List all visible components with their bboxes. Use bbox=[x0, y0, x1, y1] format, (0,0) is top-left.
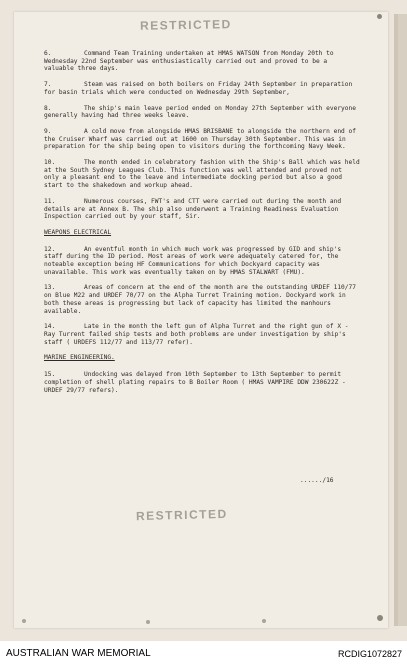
paragraph bbox=[44, 246, 360, 277]
paragraph bbox=[44, 105, 360, 120]
paragraph-number: 11. bbox=[44, 197, 56, 205]
paragraph-text: A cold move from alongside HMAS BRISBANE to alongside the northern end of the Cruiser Wharf was carried out at 1600 on Thursday 30th September. This was in preparation for the ship being open to visitors during the forthcoming Navy Week. bbox=[44, 127, 356, 151]
paragraph bbox=[44, 284, 360, 315]
speck-mid bbox=[146, 620, 150, 624]
heading-marine-engineering: MARINE ENGINEERING. bbox=[44, 354, 115, 362]
paragraph bbox=[44, 128, 360, 151]
paragraph-number: 8. bbox=[44, 104, 52, 112]
speck-left bbox=[22, 619, 26, 623]
restricted-stamp-bottom: RESTRICTED bbox=[135, 506, 228, 524]
paragraph-number: 13. bbox=[44, 284, 56, 292]
continuation-marker: ....../16 bbox=[300, 477, 334, 484]
archive-footer bbox=[0, 641, 407, 666]
record-id: RCDIG1072827 bbox=[337, 649, 402, 659]
document-body bbox=[44, 50, 360, 402]
paragraph bbox=[44, 371, 360, 394]
restricted-stamp-top: RESTRICTED bbox=[139, 17, 232, 33]
paragraph-number: 6. bbox=[44, 50, 52, 57]
paragraph-number: 15. bbox=[44, 371, 56, 379]
paragraph-group-marine bbox=[44, 371, 360, 394]
page-edge-strip bbox=[394, 14, 407, 626]
paragraph-text: The ship's main leave period ended on Monday 27th September with everyone generally having had three weeks leave. bbox=[44, 104, 356, 120]
paragraph-number: 7. bbox=[44, 81, 52, 89]
paragraph bbox=[44, 159, 360, 190]
binding-hole-top bbox=[377, 14, 382, 19]
paragraph-group-weapons bbox=[44, 246, 360, 347]
binding-hole-bottom bbox=[377, 615, 383, 621]
speck-right bbox=[262, 619, 266, 623]
paragraph-text: Undocking was delayed from 10th September to 13th September to permit completion of shell plating repairs to B Boiler Room ( HMAS VAMPIRE DDW 230622Z - URDEF 29/77 refers). bbox=[44, 371, 346, 394]
paragraph-number: 10. bbox=[44, 159, 56, 167]
paragraph-text: Areas of concern at the end of the month are the outstanding URDEF 110/77 on Blue M22 and URDEF 70/77 on the Alpha Turret Training motion. Dockyard work in both these areas is progressing but lack of capacity has limited the manhours available. bbox=[44, 284, 356, 315]
paragraph-text: An eventful month in which much work was progressed by GID and ship's staff during the ID period. Most areas of work were adequately catered for, the noteable exception being HF Communications for which Dockyard capacity was unavailable. This work was eventually taken on by HMAS STALWART (FMU). bbox=[44, 245, 342, 276]
paragraph bbox=[44, 81, 360, 96]
paragraph-text: Command Team Training undertaken at HMAS WATSON from Monday 20th to Wednesday 22nd September was enthusiastically carried out and proved to be a valuable three days. bbox=[44, 50, 334, 73]
page-edge-shadow bbox=[394, 14, 398, 626]
paragraph-text: Late in the month the left gun of Alpha Turret and the right gun of X - Ray Turrent failed ship tests and both problems are under investigation by ship's staff ( URDEFS 112/77 and 113/77 refer). bbox=[44, 323, 349, 346]
paragraph-group-general bbox=[44, 50, 360, 221]
paragraph bbox=[44, 323, 360, 346]
paragraph-number: 9. bbox=[44, 127, 52, 135]
paragraph bbox=[44, 198, 360, 221]
heading-weapons-electrical: WEAPONS ELECTRICAL bbox=[44, 228, 112, 236]
paragraph-text: Numerous courses, FWT's and CTT were carried out during the month and details are at Annex B. The ship also underwent a Training Readiness Evaluation Inspection carried out by your staff, Sir. bbox=[44, 197, 342, 221]
paragraph-number: 14. bbox=[44, 323, 56, 331]
paragraph-text: Steam was raised on both boilers on Friday 24th September in preparation for basin trials which were conducted on Wednesday 29th September, bbox=[44, 81, 353, 96]
institution-label: AUSTRALIAN WAR MEMORIAL bbox=[6, 648, 151, 659]
paragraph-number: 12. bbox=[44, 245, 56, 253]
paragraph bbox=[44, 50, 360, 73]
paragraph-text: The month ended in celebratory fashion with the Ship's Ball which was held at the South Sydney Leagues Club. This function was well attended and proved not only a pleasant end to the leave and intermediate docking period but also a good start to the shakedown and workup ahead. bbox=[44, 159, 360, 190]
